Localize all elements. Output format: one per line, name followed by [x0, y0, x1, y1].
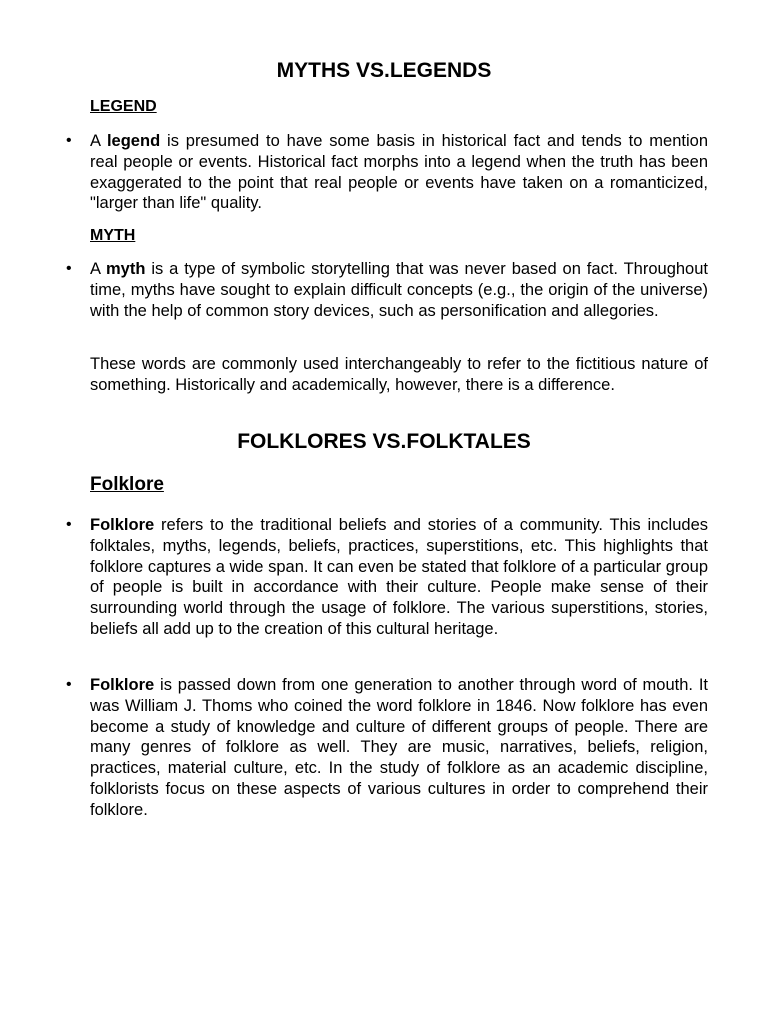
folklore-bullet-1-text: refers to the traditional beliefs and stories of a community. This includes folktales, myths, legends, beliefs, practices, superstitions, etc. This highlights that folklore captures a wide span. It can even be stated that folklore of a particular group of people is built in accordance with their culture. People make sense of their surrounding world through the usage of folklore. The various superstitions, stories, beliefs all add up to the creation of this cultural heritage.: [90, 516, 708, 638]
legend-heading: LEGEND: [90, 98, 157, 115]
legend-term: legend: [106, 132, 161, 150]
folklore-bullet-1: [66, 515, 708, 640]
section-title-myths-vs-legends: MYTHS VS.LEGENDS: [276, 59, 492, 82]
myth-heading: MYTH: [90, 227, 136, 244]
folklore-bullet-2: [66, 675, 708, 821]
folklore-term: Folklore: [90, 676, 155, 694]
myth-term: myth: [106, 260, 146, 278]
myth-bullet-text: is a type of symbolic storytelling that was never based on fact. Throughout time, myths have sought to explain difficult concepts (e.g., the origin of the universe) with the help of common story devices, such as personification and allegories.: [90, 260, 708, 320]
legend-bullet-prefix: A: [90, 132, 107, 150]
legend-bullet-text: is presumed to have some basis in historical fact and tends to mention real people or events. Historical fact morphs into a legend when the truth has been exaggerated to the point that real people or events have taken on a romanticized, "larger than life" quality.: [90, 132, 708, 213]
legend-bullet: [66, 131, 708, 214]
bullet-icon: •: [66, 516, 72, 533]
myth-bullet: [66, 259, 708, 321]
folklore-term: Folklore: [90, 516, 155, 534]
bullet-icon: •: [66, 676, 72, 693]
bullet-icon: •: [66, 260, 72, 277]
section-title-folklores-vs-folktales: FOLKLORES VS.FOLKTALES: [237, 430, 531, 453]
closing-paragraph: These words are commonly used interchangeably to refer to the fictitious nature of something. Historically and academically, however, there is a difference.: [90, 355, 708, 394]
folklore-bullet-2-text: is passed down from one generation to another through word of mouth. It was William J. Thoms who coined the word folklore in 1846. Now folklore has even become a study of knowledge and culture of different groups of people. There are many genres of folklore as well. They are music, narratives, beliefs, religion, practices, material culture, etc. In the study of folklore as an academic discipline, folklorists focus on these aspects of various cultures in order to comprehend their folklore.: [90, 676, 708, 819]
bullet-icon: •: [66, 132, 72, 149]
myth-bullet-prefix: A: [90, 260, 106, 278]
folklore-heading: Folklore: [90, 474, 164, 495]
